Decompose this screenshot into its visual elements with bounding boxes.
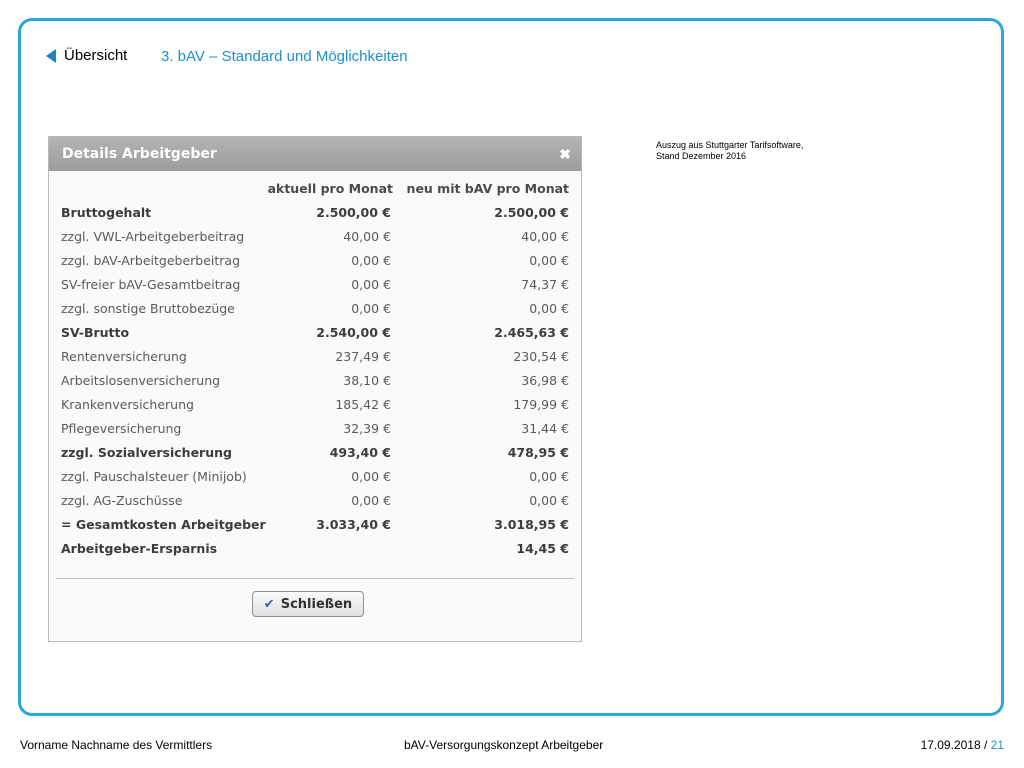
table-row	[49, 225, 581, 249]
row-value-current: 0,00 €	[351, 301, 391, 316]
checkmark-icon: ✔	[263, 596, 275, 612]
row-label: Bruttogehalt	[61, 205, 152, 220]
footer-page-info	[921, 738, 1004, 752]
back-label: Übersicht	[64, 47, 128, 64]
row-value-current: 0,00 €	[351, 277, 391, 292]
slide-title: 3. bAV – Standard und Möglichkeiten	[161, 48, 408, 65]
table-row	[49, 345, 581, 369]
row-value-current: 0,00 €	[351, 253, 391, 268]
row-value-current: 32,39 €	[343, 421, 391, 436]
row-value-current: 2.540,00 €	[316, 325, 391, 340]
footer-title: bAV-Versorgungskonzept Arbeitgeber	[404, 738, 604, 752]
row-value-new: 40,00 €	[521, 229, 569, 244]
dialog-header	[49, 137, 581, 171]
close-button[interactable]	[252, 591, 364, 617]
row-value-new: 0,00 €	[529, 493, 569, 508]
table-row	[49, 321, 581, 345]
row-value-new: 31,44 €	[521, 421, 569, 436]
table-row	[49, 441, 581, 465]
details-table	[49, 177, 581, 561]
table-header	[49, 177, 581, 201]
row-value-current: 0,00 €	[351, 469, 391, 484]
row-value-new: 478,95 €	[507, 445, 569, 460]
column-header-current: aktuell pro Monat	[267, 181, 393, 196]
row-value-current: 40,00 €	[343, 229, 391, 244]
row-value-current: 185,42 €	[335, 397, 391, 412]
row-label: Arbeitgeber-Ersparnis	[61, 541, 218, 556]
row-label: zzgl. VWL-Arbeitgeberbeitrag	[61, 229, 245, 244]
row-value-new: 230,54 €	[513, 349, 569, 364]
row-label: zzgl. Sozialversicherung	[61, 445, 232, 460]
back-to-overview-link[interactable]	[46, 47, 127, 64]
row-label: zzgl. Pauschalsteuer (Minijob)	[61, 469, 247, 484]
row-value-new: 0,00 €	[529, 301, 569, 316]
row-label: Pflegeversicherung	[61, 421, 182, 436]
column-header-new: neu mit bAV pro Monat	[406, 181, 569, 196]
source-note-line2: Stand Dezember 2016	[656, 151, 747, 161]
footer-author: Vorname Nachname des Vermittlers	[20, 738, 213, 752]
row-label: zzgl. sonstige Bruttobezüge	[61, 301, 235, 316]
row-value-current: 2.500,00 €	[316, 205, 391, 220]
row-value-new: 36,98 €	[521, 373, 569, 388]
row-value-new: 0,00 €	[529, 253, 569, 268]
row-value-new: 2.500,00 €	[494, 205, 569, 220]
back-arrow-icon	[46, 49, 56, 63]
table-row	[49, 393, 581, 417]
row-value-new: 3.018,95 €	[494, 517, 569, 532]
row-value-current: 3.033,40 €	[316, 517, 391, 532]
row-value-new: 74,37 €	[521, 277, 569, 292]
close-icon[interactable]: ✖	[559, 145, 571, 162]
row-label: zzgl. bAV-Arbeitgeberbeitrag	[61, 253, 241, 268]
row-value-new: 2.465,63 €	[494, 325, 569, 340]
source-note-line1: Auszug aus Stuttgarter Tarifsoftware,	[656, 140, 804, 150]
row-value-current: 237,49 €	[335, 349, 391, 364]
employer-details-dialog	[48, 136, 582, 642]
row-value-current: 38,10 €	[343, 373, 391, 388]
close-button-label: Schließen	[280, 596, 353, 612]
table-row	[49, 537, 581, 561]
row-value-current: 0,00 €	[351, 493, 391, 508]
row-value-current: 493,40 €	[329, 445, 391, 460]
table-row	[49, 297, 581, 321]
dialog-title: Details Arbeitgeber	[62, 146, 217, 162]
row-label: SV-Brutto	[61, 325, 130, 340]
row-label: = Gesamtkosten Arbeitgeber	[61, 517, 266, 532]
row-label: Krankenversicherung	[61, 397, 194, 412]
table-row	[49, 249, 581, 273]
row-label: Arbeitslosenversicherung	[61, 373, 221, 388]
footer-date: 17.09.2018 /	[920, 738, 991, 752]
source-note	[656, 140, 803, 162]
table-row	[49, 273, 581, 297]
table-row	[49, 369, 581, 393]
row-value-new: 14,45 €	[516, 541, 569, 556]
table-row	[49, 201, 581, 225]
row-value-new: 0,00 €	[529, 469, 569, 484]
row-label: SV-freier bAV-Gesamtbeitrag	[61, 277, 241, 292]
footer-page-number: 21	[990, 738, 1004, 752]
table-row	[49, 513, 581, 537]
table-row	[49, 465, 581, 489]
dialog-divider	[56, 578, 574, 579]
row-label: zzgl. AG-Zuschüsse	[61, 493, 183, 508]
table-row	[49, 417, 581, 441]
row-label: Rentenversicherung	[61, 349, 187, 364]
table-row	[49, 489, 581, 513]
row-value-new: 179,99 €	[513, 397, 569, 412]
